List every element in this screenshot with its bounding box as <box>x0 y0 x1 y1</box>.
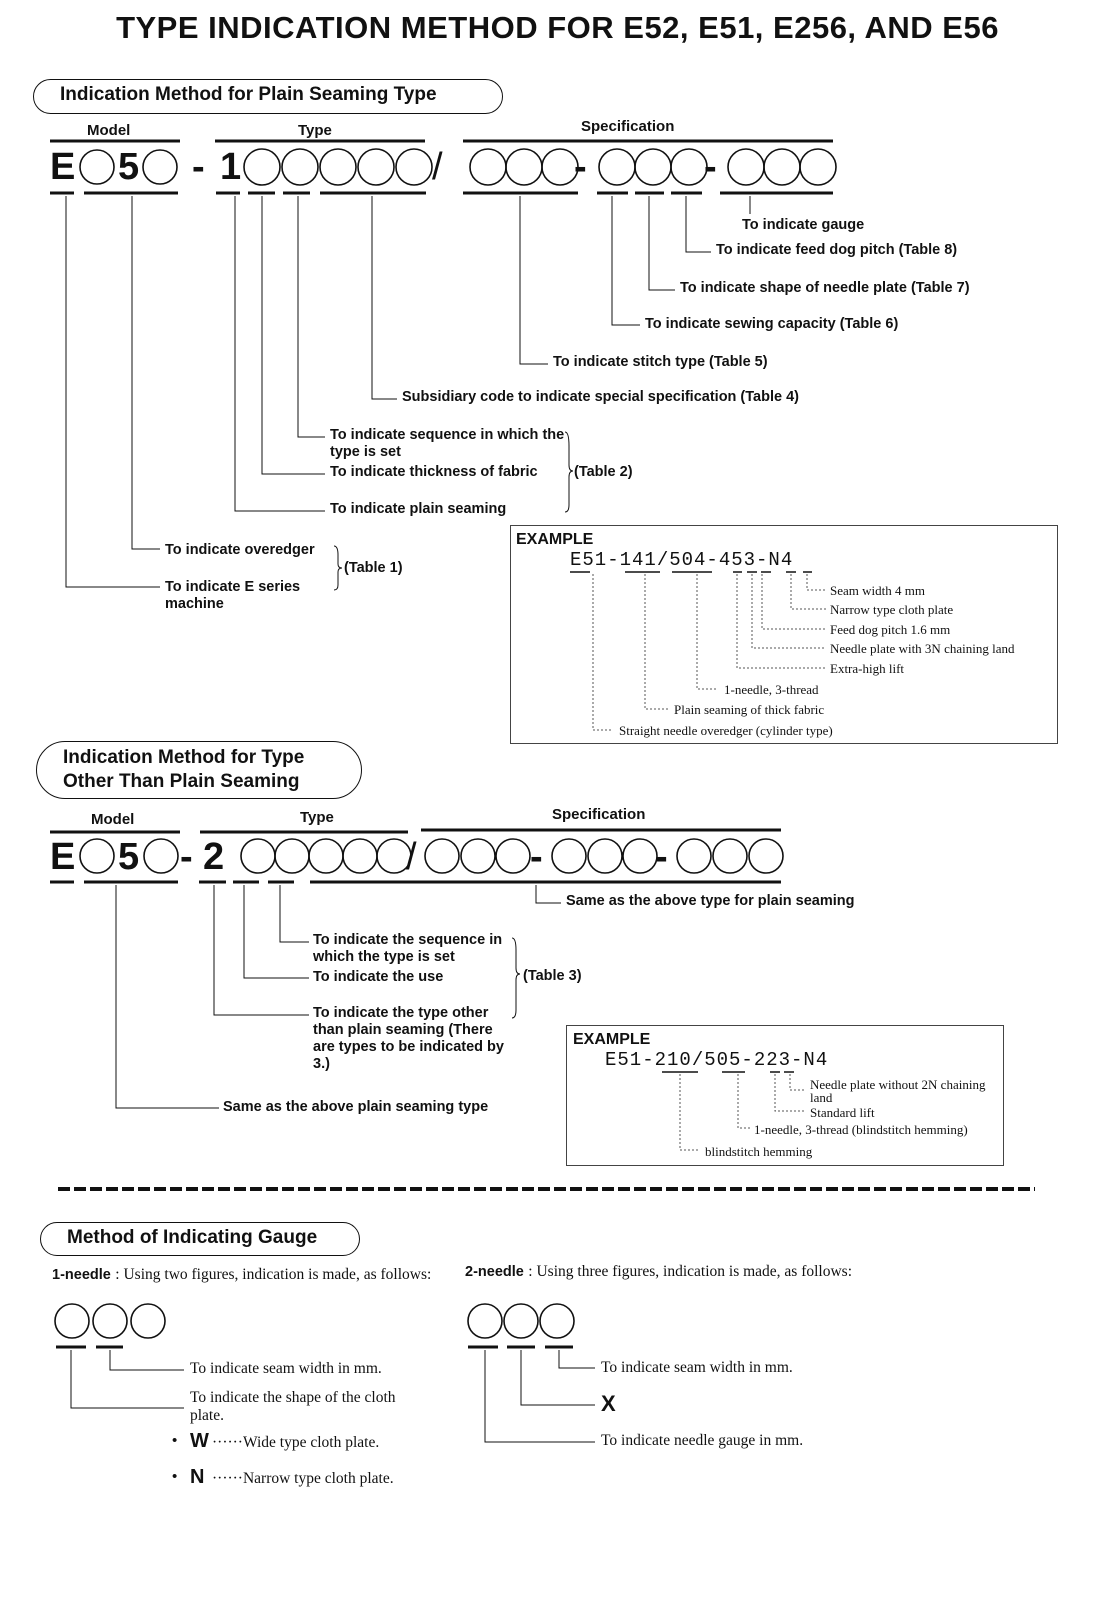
one-needle-text: : Using two figures, indication is made, as follows: <box>115 1266 432 1283</box>
annotation-use: To indicate the use <box>313 969 444 985</box>
code-circle <box>282 149 318 185</box>
bullet-dot: • <box>172 1432 178 1449</box>
code-digit-5: 5 <box>118 146 140 188</box>
code-circle <box>506 149 542 185</box>
code-dash: - <box>574 146 587 188</box>
code-letter-e: E <box>50 836 76 878</box>
code-circle <box>244 149 280 185</box>
page-title: TYPE INDICATION METHOD FOR E52, E51, E256, AND E56 <box>116 10 999 45</box>
section-heading-plain-seaming: Indication Method for Plain Seaming Type <box>33 79 503 114</box>
example-note: Needle plate with 3N chaining land <box>830 641 1015 656</box>
code-circle <box>396 149 432 185</box>
example-note: 1-needle, 3-thread <box>724 682 819 697</box>
wide-plate-desc: ······Wide type cloth plate. <box>212 1434 380 1451</box>
column-header-specification: Specification <box>581 118 675 135</box>
code-circle <box>800 149 836 185</box>
code-dash: - <box>180 836 193 878</box>
example-label: EXAMPLE <box>516 531 594 548</box>
column-header-type: Type <box>298 122 332 139</box>
code-circle <box>358 149 394 185</box>
code-circle <box>320 149 356 185</box>
letter-n: N <box>190 1466 205 1488</box>
code-slash: / <box>432 146 443 188</box>
heading-line: Indication Method for Type <box>63 747 305 768</box>
two-needle-gauge: To indicate needle gauge in mm. <box>601 1432 804 1449</box>
code-circle <box>143 150 177 184</box>
annotation-type-other: To indicate the type other than plain seaming (There are types to be indicated by 3.) <box>313 1005 504 1072</box>
annotation-sewing-capacity: To indicate sewing capacity (Table 6) <box>645 316 899 332</box>
example-note: Feed dog pitch 1.6 mm <box>830 622 951 637</box>
table-ref-3: (Table 3) <box>523 968 582 984</box>
example-code: E51-210/505-223-N4 <box>605 1049 829 1071</box>
example-note: Narrow type cloth plate <box>830 602 954 617</box>
table-ref-2: (Table 2) <box>574 464 633 480</box>
table-ref-1: (Table 1) <box>344 560 403 576</box>
code-circle <box>671 149 707 185</box>
column-header-model: Model <box>87 122 131 139</box>
section-heading-gauge: Method of Indicating Gauge <box>40 1222 360 1256</box>
code-circle <box>470 149 506 185</box>
annotation-feed-dog-pitch: To indicate feed dog pitch (Table 8) <box>716 242 958 258</box>
example-note: Needle plate without 2N chaining land <box>810 1077 986 1105</box>
code-digit-2: 2 <box>203 836 225 878</box>
heading-line: Other Than Plain Seaming <box>63 771 300 792</box>
code-digit-1: 1 <box>220 146 242 188</box>
code-circle <box>764 149 800 185</box>
two-needle-text: : Using three figures, indication is made, as follows: <box>528 1263 853 1280</box>
annotation-gauge: To indicate gauge <box>742 217 865 233</box>
annotation-same-spec: Same as the above type for plain seaming <box>566 893 855 909</box>
example-note: Extra-high lift <box>830 661 905 676</box>
code-digit-5: 5 <box>118 836 140 878</box>
column-header-model: Model <box>91 811 135 828</box>
code-circle <box>599 149 635 185</box>
one-needle-shape: To indicate the shape of the cloth plate. <box>190 1389 396 1424</box>
example-note: blindstitch hemming <box>705 1144 813 1159</box>
example-code: E51-141/504-453-N4 <box>570 549 794 571</box>
example-note: 1-needle, 3-thread (blindstitch hemming) <box>754 1122 968 1137</box>
annotation-overedger: To indicate overedger <box>165 542 315 558</box>
annotation-subsidiary-code: Subsidiary code to indicate special specification (Table 4) <box>402 389 799 405</box>
annotation-sequence: To indicate sequence in which the type is set <box>330 427 565 460</box>
two-needle-seam-width: To indicate seam width in mm. <box>601 1359 793 1376</box>
code-dash: - <box>192 146 205 188</box>
two-needle-label: 2-needle <box>465 1264 524 1280</box>
annotation-sequence: To indicate the sequence in which the type is set <box>313 932 503 965</box>
code-circle <box>80 150 114 184</box>
example-note: Seam width 4 mm <box>830 583 925 598</box>
narrow-plate-desc: ······Narrow type cloth plate. <box>212 1470 394 1487</box>
code-circle <box>635 149 671 185</box>
one-needle-label: 1-needle <box>52 1267 111 1283</box>
letter-w: W <box>190 1430 209 1452</box>
annotation-needle-plate-shape: To indicate shape of needle plate (Table 7) <box>680 280 970 296</box>
column-header-specification: Specification <box>552 806 646 823</box>
code-dash: - <box>530 836 543 878</box>
letter-x: X <box>601 1391 616 1416</box>
code-circle <box>542 149 578 185</box>
one-needle-seam-width: To indicate seam width in mm. <box>190 1360 382 1377</box>
code-circle <box>728 149 764 185</box>
example-note: Straight needle overedger (cylinder type) <box>619 723 833 738</box>
annotation-thickness: To indicate thickness of fabric <box>330 464 538 480</box>
code-dash: - <box>655 836 668 878</box>
column-header-type: Type <box>300 809 334 826</box>
annotation-stitch-type: To indicate stitch type (Table 5) <box>553 354 768 370</box>
example-note: Plain seaming of thick fabric <box>674 702 825 717</box>
annotation-same-model: Same as the above plain seaming type <box>223 1099 489 1115</box>
code-letter-e: E <box>50 146 76 188</box>
annotation-plain-seaming: To indicate plain seaming <box>330 501 507 517</box>
example-note: Standard lift <box>810 1105 875 1120</box>
code-slash: / <box>406 836 417 878</box>
bullet-dot: • <box>172 1468 178 1485</box>
annotation-e-series: To indicate E series machine <box>165 579 301 612</box>
example-label: EXAMPLE <box>573 1031 651 1048</box>
code-dash: - <box>704 146 717 188</box>
